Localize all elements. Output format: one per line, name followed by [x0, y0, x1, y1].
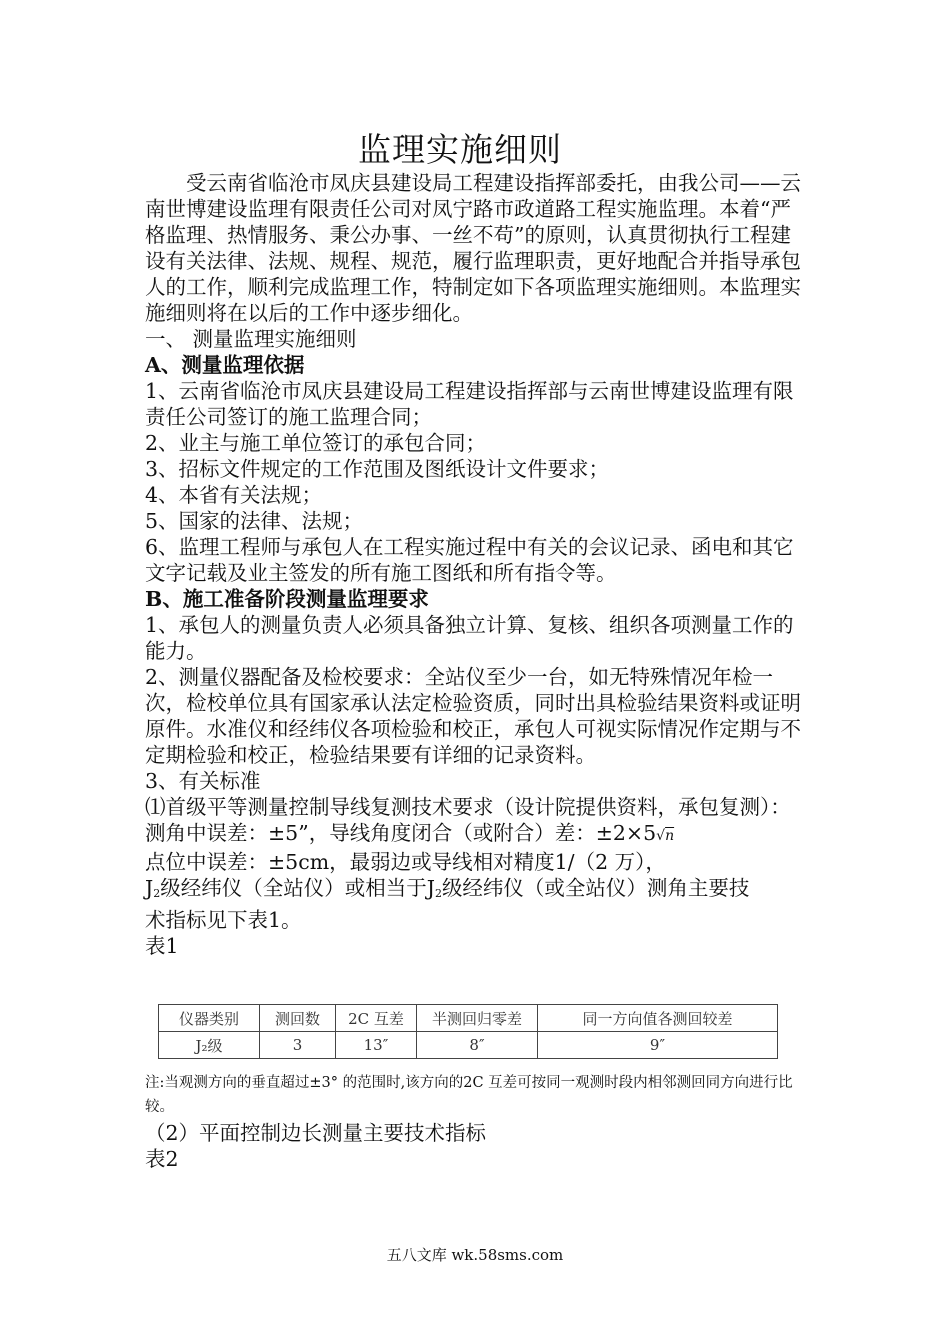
section-heading-1: 一、 测量监理实施细则	[145, 327, 357, 351]
table-cell: J₂级	[159, 1032, 260, 1059]
page-footer: 五八文库 wk.58sms.com	[386, 1246, 564, 1264]
b-item-4: ⑴首级平等测量控制导线复测技术要求（设计院提供资料，承包复测）：	[145, 795, 791, 819]
b-item-3: 3、有关标准	[145, 769, 261, 793]
a-item-5: 5、国家的法律、法规；	[145, 509, 364, 533]
a-item-6: 6、监理工程师与承包人在工程实施过程中有关的会议记录、函电和其它文字记载及业主签发的所有施工图纸和所有指令等。	[145, 535, 794, 585]
table2-label: 表2	[145, 1147, 179, 1171]
table-header-cell: 同一方向值各测回较差	[538, 1005, 778, 1032]
section-heading-a: A、测量监理依据	[145, 353, 305, 377]
j2-line: $J_2$级经纬仪（全站仪）或相当于$J_2$级经纬仪（或全站仪）测角主要技	[145, 876, 750, 900]
table-1	[158, 1004, 778, 1059]
table-header-cell: 2C 互差	[336, 1005, 417, 1032]
point-error-line: 点位中误差：±5cm，最弱边或导线相对精度1/（2 万），	[145, 850, 666, 874]
table-row	[159, 1032, 778, 1059]
table-cell: 13″	[336, 1032, 417, 1059]
table-note: 注:当观测方向的垂直超过±3° 的范围时,该方向的2C 互差可按同一观测时段内相邻测回同方向进行比较。	[145, 1075, 793, 1115]
table-header-cell: 半测回归零差	[417, 1005, 538, 1032]
table-header-cell: 测回数	[260, 1005, 336, 1032]
table-header-cell: 仪器类别	[159, 1005, 260, 1032]
document-title: 监理实施细则	[358, 130, 562, 169]
a-item-2: 2、业主与施工单位签订的承包合同；	[145, 431, 487, 455]
a-item-1: 1、云南省临沧市凤庆县建设局工程建设指挥部与云南世博建设监理有限责任公司签订的施工监理合同；	[145, 379, 794, 429]
sqrt-symbol: √	[656, 828, 666, 844]
a-item-4: 4、本省有关法规；	[145, 483, 323, 507]
a-item-3: 3、招标文件规定的工作范围及图纸设计文件要求；	[145, 457, 610, 481]
table-header-row	[159, 1005, 778, 1032]
table-cell: 9″	[538, 1032, 778, 1059]
section-heading-b: B、施工准备阶段测量监理要求	[145, 587, 429, 611]
table-cell: 8″	[417, 1032, 538, 1059]
angle-error-text: 测角中误差：±5”，导线角度闭合（或附合）差：±2×5	[145, 821, 657, 845]
sqrt-n: n	[665, 828, 675, 844]
after-table-body	[145, 1120, 810, 1172]
table1-label: 表1	[145, 934, 179, 958]
section-heading-2: （2）平面控制边长测量主要技术指标	[145, 1121, 487, 1145]
angle-error-line	[145, 820, 810, 849]
intro-paragraph: 受云南省临沧市凤庆县建设局工程建设指挥部委托，由我公司——云南世博建设监理有限责任公司对凤宁路市政道路工程实施监理。本着“严格监理、热情服务、秉公办事、一丝不苟”的原则，认真贯彻执行工程建设有关法律、法规、规程、规范，履行监理职责，更好地配合并指导承包人的工作，顺利完成监理工作，特制定如下各项监理实施细则。本监理实施细则将在以后的工作中逐步细化。	[145, 171, 801, 325]
tech-line: 术指标见下表1。	[145, 908, 302, 932]
document-body	[145, 170, 810, 959]
b-item-1: 1、承包人的测量负责人必须具备独立计算、复核、组织各项测量工作的能力。	[145, 613, 794, 663]
table-cell: 3	[260, 1032, 336, 1059]
b-item-2: 2、测量仪器配备及检校要求：全站仪至少一台，如无特殊情况年检一次，检校单位具有国家承认法定检验资质，同时出具检验结果资料或证明原件。水准仪和经纬仪各项检验和校正，承包人可视实际情况作定期与不定期检验和校正，检验结果要有详细的记录资料。	[145, 665, 801, 767]
